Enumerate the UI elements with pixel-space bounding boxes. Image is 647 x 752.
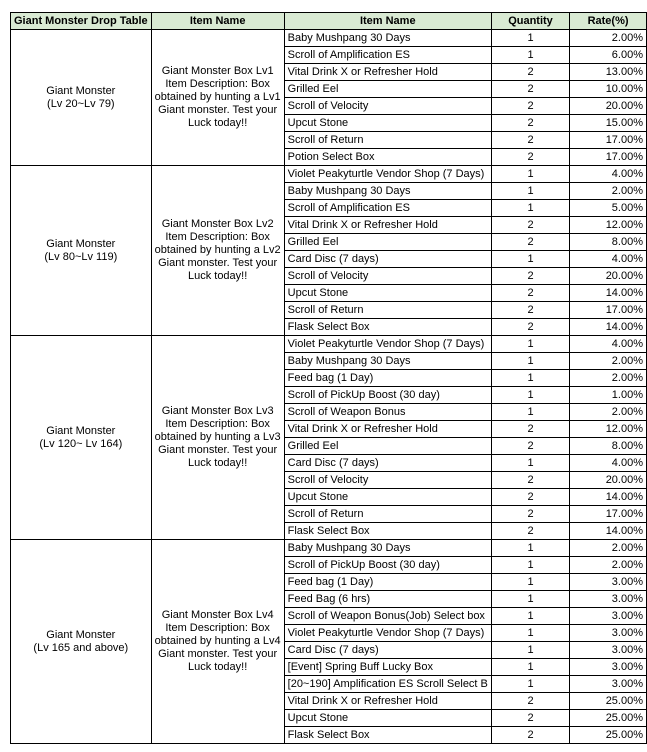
- monster-name: Giant Monster: [46, 424, 116, 437]
- table-row: [11, 166, 647, 183]
- item-rate: 3.00%: [570, 574, 647, 591]
- table-row: [11, 30, 647, 47]
- box-description-line: Luck today!!: [187, 270, 248, 282]
- item-rate: 20.00%: [570, 472, 647, 489]
- item-quantity: 1: [491, 676, 569, 693]
- box-name: Giant Monster Box Lv2: [161, 218, 274, 230]
- item-rate: 2.00%: [570, 404, 647, 421]
- item-quantity: 1: [491, 659, 569, 676]
- item-rate: 17.00%: [570, 149, 647, 166]
- item-rate: 17.00%: [570, 506, 647, 523]
- item-rate: 20.00%: [570, 98, 647, 115]
- item-quantity: 2: [491, 285, 569, 302]
- box-description-line: Luck today!!: [187, 457, 248, 469]
- item-name: Feed bag (1 Day): [284, 574, 491, 591]
- item-quantity: 1: [491, 455, 569, 472]
- item-quantity: 2: [491, 472, 569, 489]
- item-rate: 3.00%: [570, 608, 647, 625]
- item-quantity: 1: [491, 608, 569, 625]
- box-name: Giant Monster Box Lv4: [161, 609, 274, 621]
- item-rate: 3.00%: [570, 642, 647, 659]
- item-quantity: 2: [491, 234, 569, 251]
- item-name: Scroll of Velocity: [284, 268, 491, 285]
- monster-group-cell: [11, 336, 152, 540]
- item-rate: 12.00%: [570, 421, 647, 438]
- box-description-line: Luck today!!: [187, 661, 248, 673]
- item-rate: 6.00%: [570, 47, 647, 64]
- item-name: Vital Drink X or Refresher Hold: [284, 64, 491, 81]
- item-quantity: 2: [491, 115, 569, 132]
- box-description-line: Giant monster. Test your: [158, 257, 278, 269]
- header-quantity: Quantity: [491, 13, 569, 30]
- table-row: [11, 336, 647, 353]
- item-name: Grilled Eel: [284, 234, 491, 251]
- item-name: Scroll of PickUp Boost (30 day): [284, 557, 491, 574]
- box-description-line: Giant monster. Test your: [158, 648, 278, 660]
- item-rate: 10.00%: [570, 81, 647, 98]
- item-name: Upcut Stone: [284, 115, 491, 132]
- item-quantity: 1: [491, 625, 569, 642]
- box-description-line: Giant monster. Test your: [158, 104, 278, 116]
- item-name: Scroll of Weapon Bonus(Job) Select box: [284, 608, 491, 625]
- box-description-cell: [151, 540, 284, 744]
- monster-level-range: (Lv 165 and above): [33, 641, 129, 654]
- item-quantity: 2: [491, 438, 569, 455]
- item-quantity: 2: [491, 710, 569, 727]
- item-rate: 17.00%: [570, 302, 647, 319]
- box-description-line: Item Description: Box: [165, 231, 270, 243]
- box-description-cell: [151, 336, 284, 540]
- item-rate: 4.00%: [570, 336, 647, 353]
- item-name: Potion Select Box: [284, 149, 491, 166]
- box-description-line: obtained by hunting a Lv3: [154, 431, 281, 443]
- item-rate: 20.00%: [570, 268, 647, 285]
- item-quantity: 2: [491, 149, 569, 166]
- item-rate: 25.00%: [570, 693, 647, 710]
- item-rate: 2.00%: [570, 540, 647, 557]
- item-quantity: 1: [491, 47, 569, 64]
- item-name: Violet Peakyturtle Vendor Shop (7 Days): [284, 336, 491, 353]
- item-rate: 2.00%: [570, 353, 647, 370]
- item-rate: 3.00%: [570, 676, 647, 693]
- monster-group-cell: [11, 30, 152, 166]
- item-quantity: 2: [491, 727, 569, 744]
- box-name: Giant Monster Box Lv3: [161, 405, 274, 417]
- item-name: Scroll of PickUp Boost (30 day): [284, 387, 491, 404]
- header-row: [11, 13, 647, 30]
- item-name: Flask Select Box: [284, 727, 491, 744]
- monster-level-range: (Lv 20~Lv 79): [47, 97, 115, 110]
- item-name: Scroll of Weapon Bonus: [284, 404, 491, 421]
- box-description-line: Item Description: Box: [165, 418, 270, 430]
- item-quantity: 2: [491, 506, 569, 523]
- box-description-cell: [151, 30, 284, 166]
- table-row: [11, 540, 647, 557]
- item-rate: 4.00%: [570, 251, 647, 268]
- item-name: Feed Bag (6 hrs): [284, 591, 491, 608]
- item-quantity: 2: [491, 268, 569, 285]
- item-rate: 2.00%: [570, 183, 647, 200]
- item-quantity: 1: [491, 387, 569, 404]
- item-quantity: 1: [491, 200, 569, 217]
- item-name: Feed bag (1 Day): [284, 370, 491, 387]
- item-name: Violet Peakyturtle Vendor Shop (7 Days): [284, 166, 491, 183]
- drop-table: [10, 12, 647, 744]
- item-rate: 8.00%: [570, 234, 647, 251]
- item-name: Grilled Eel: [284, 438, 491, 455]
- item-name: [Event] Spring Buff Lucky Box: [284, 659, 491, 676]
- box-description-line: obtained by hunting a Lv1: [154, 91, 281, 103]
- item-quantity: 1: [491, 336, 569, 353]
- item-quantity: 1: [491, 574, 569, 591]
- item-rate: 3.00%: [570, 659, 647, 676]
- item-quantity: 2: [491, 693, 569, 710]
- item-name: Baby Mushpang 30 Days: [284, 30, 491, 47]
- item-rate: 12.00%: [570, 217, 647, 234]
- item-rate: 3.00%: [570, 625, 647, 642]
- box-description-line: Luck today!!: [187, 117, 248, 129]
- header-rate: Rate(%): [570, 13, 647, 30]
- item-rate: 4.00%: [570, 455, 647, 472]
- monster-name: Giant Monster: [46, 628, 116, 641]
- item-name: Card Disc (7 days): [284, 251, 491, 268]
- item-quantity: 1: [491, 370, 569, 387]
- item-rate: 25.00%: [570, 710, 647, 727]
- item-rate: 13.00%: [570, 64, 647, 81]
- item-rate: 14.00%: [570, 319, 647, 336]
- item-rate: 17.00%: [570, 132, 647, 149]
- item-quantity: 1: [491, 540, 569, 557]
- item-rate: 2.00%: [570, 557, 647, 574]
- item-name: Vital Drink X or Refresher Hold: [284, 693, 491, 710]
- item-rate: 14.00%: [570, 285, 647, 302]
- monster-name: Giant Monster: [46, 237, 116, 250]
- item-name: Violet Peakyturtle Vendor Shop (7 Days): [284, 625, 491, 642]
- item-name: Scroll of Amplification ES: [284, 47, 491, 64]
- item-quantity: 1: [491, 183, 569, 200]
- item-name: Scroll of Return: [284, 506, 491, 523]
- item-rate: 4.00%: [570, 166, 647, 183]
- item-name: Scroll of Return: [284, 302, 491, 319]
- item-rate: 25.00%: [570, 727, 647, 744]
- item-name: Scroll of Velocity: [284, 98, 491, 115]
- box-description-line: Item Description: Box: [165, 78, 270, 90]
- item-rate: 1.00%: [570, 387, 647, 404]
- monster-group-cell: [11, 540, 152, 744]
- item-quantity: 2: [491, 421, 569, 438]
- box-description-line: obtained by hunting a Lv4: [154, 635, 281, 647]
- item-name: [20~190] Amplification ES Scroll Select B: [284, 676, 491, 693]
- monster-level-range: (Lv 80~Lv 119): [44, 250, 118, 263]
- item-quantity: 1: [491, 642, 569, 659]
- item-quantity: 2: [491, 81, 569, 98]
- item-name: Vital Drink X or Refresher Hold: [284, 217, 491, 234]
- item-rate: 15.00%: [570, 115, 647, 132]
- box-description-line: Item Description: Box: [165, 622, 270, 634]
- box-description-line: Giant monster. Test your: [158, 444, 278, 456]
- item-name: Scroll of Velocity: [284, 472, 491, 489]
- item-rate: 8.00%: [570, 438, 647, 455]
- monster-level-range: (Lv 120~ Lv 164): [39, 437, 123, 450]
- header-item-name: Item Name: [284, 13, 491, 30]
- header-drop-table: Giant Monster Drop Table: [11, 13, 152, 30]
- item-quantity: 2: [491, 98, 569, 115]
- item-quantity: 1: [491, 166, 569, 183]
- monster-name: Giant Monster: [46, 84, 116, 97]
- header-box-name: Item Name: [151, 13, 284, 30]
- item-name: Flask Select Box: [284, 523, 491, 540]
- item-name: Baby Mushpang 30 Days: [284, 353, 491, 370]
- item-quantity: 1: [491, 353, 569, 370]
- item-quantity: 2: [491, 64, 569, 81]
- item-quantity: 1: [491, 251, 569, 268]
- item-name: Baby Mushpang 30 Days: [284, 183, 491, 200]
- box-name: Giant Monster Box Lv1: [161, 65, 274, 77]
- item-quantity: 1: [491, 404, 569, 421]
- item-name: Upcut Stone: [284, 489, 491, 506]
- box-description-cell: [151, 166, 284, 336]
- item-rate: 14.00%: [570, 523, 647, 540]
- item-name: Grilled Eel: [284, 81, 491, 98]
- item-rate: 2.00%: [570, 370, 647, 387]
- item-rate: 2.00%: [570, 30, 647, 47]
- item-quantity: 1: [491, 591, 569, 608]
- item-name: Card Disc (7 days): [284, 642, 491, 659]
- item-quantity: 2: [491, 132, 569, 149]
- item-name: Scroll of Return: [284, 132, 491, 149]
- item-name: Flask Select Box: [284, 319, 491, 336]
- item-name: Baby Mushpang 30 Days: [284, 540, 491, 557]
- box-description-line: obtained by hunting a Lv2: [154, 244, 281, 256]
- item-rate: 5.00%: [570, 200, 647, 217]
- item-name: Upcut Stone: [284, 710, 491, 727]
- item-quantity: 2: [491, 217, 569, 234]
- item-name: Scroll of Amplification ES: [284, 200, 491, 217]
- item-quantity: 2: [491, 302, 569, 319]
- item-rate: 3.00%: [570, 591, 647, 608]
- item-name: Upcut Stone: [284, 285, 491, 302]
- item-name: Vital Drink X or Refresher Hold: [284, 421, 491, 438]
- item-name: Card Disc (7 days): [284, 455, 491, 472]
- item-rate: 14.00%: [570, 489, 647, 506]
- item-quantity: 2: [491, 489, 569, 506]
- item-quantity: 1: [491, 30, 569, 47]
- item-quantity: 2: [491, 319, 569, 336]
- monster-group-cell: [11, 166, 152, 336]
- item-quantity: 1: [491, 557, 569, 574]
- item-quantity: 2: [491, 523, 569, 540]
